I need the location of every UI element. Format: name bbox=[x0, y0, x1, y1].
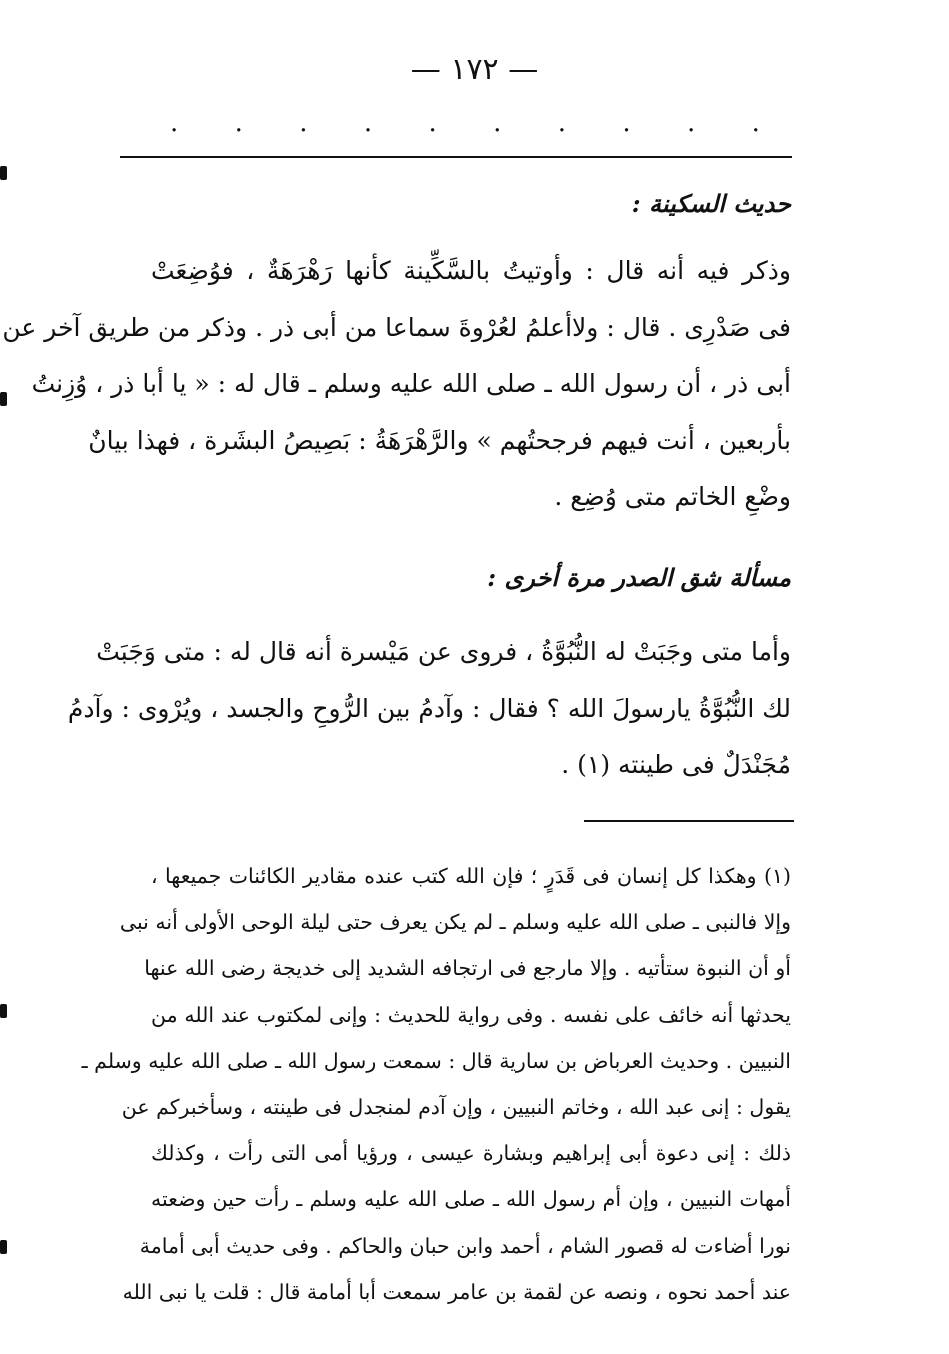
ornament-dot: . bbox=[234, 108, 243, 138]
page-number: — ١٧٢ — bbox=[410, 52, 539, 87]
paragraph-line: لك النُّبُوَّةُ يارسولَ الله ؟ فقال : وآدمُ بين الرُّوحِ والجسد ، ويُرْوى : وآدمُ bbox=[67, 693, 791, 723]
footnote-line: (١) وهكذا كل إنسان فى قَدَرٍ ؛ فإن الله كتب عنده مقادير الكائنات جميعها ، bbox=[151, 864, 791, 888]
ornament-dot: . bbox=[428, 108, 437, 138]
section-sakina bbox=[151, 186, 791, 222]
footnote-line: يحدثها أنه خائف على نفسه . وفى رواية للحديث : وإنى لمكتوب عند الله من bbox=[151, 1002, 791, 1027]
footnote-line: يقول : إنى عبد الله ، وخاتم النبيين ، وإن آدم لمنجدل فى طينته ، وسأخبركم عن bbox=[121, 1095, 791, 1120]
dot-ornament bbox=[170, 108, 760, 138]
paragraph-line: بأربعين ، أنت فيهم فرجحتُهم » والرَّهْرَهَةُ : بَصِيصُ البشَرة ، فهذا بيانٌ bbox=[88, 425, 791, 455]
scan-edge-mark bbox=[0, 166, 7, 180]
ornament-dot: . bbox=[751, 108, 760, 138]
ornament-dot: . bbox=[493, 108, 502, 138]
paragraph-line: أبى ذر ، أن رسول الله ـ صلى الله عليه وسلم ـ قال له : « يا أبا ذر ، وُزِنتُ bbox=[31, 369, 791, 398]
footnote-divider bbox=[584, 820, 794, 822]
paragraph-line: مُجَنْدَلٌ فى طينته (١) . bbox=[561, 750, 791, 779]
section-sakina-body bbox=[2, 243, 791, 526]
footnote-line: وإلا فالنبى ـ صلى الله عليه وسلم ـ لم يكن يعرف حتى ليلة الوحى الأولى أنه نبى bbox=[119, 910, 791, 935]
ornament-dot: . bbox=[363, 108, 373, 138]
paragraph-line: وأما متى وجَبَتْ له النُّبُوَّةُ ، فروى عن مَيْسرة أنه قال له : متى وَجَبَتْ bbox=[96, 637, 791, 666]
footnote-line: النبيين . وحديث العرباض بن سارية قال : سمعت رسول الله ـ صلى الله عليه وسلم ـ bbox=[81, 1048, 791, 1073]
footnote-line: أو أن النبوة ستأتيه . وإلا مارجع فى ارتجافه الشديد إلى خديجة رضى الله عنها bbox=[144, 956, 791, 981]
section-chest-opening-body bbox=[67, 624, 791, 794]
ornament-dot: . bbox=[622, 108, 631, 138]
ornament-dot: . bbox=[299, 108, 308, 138]
footnote bbox=[81, 853, 791, 1315]
section-heading: مسألة شق الصدر مرة أخرى : bbox=[487, 563, 791, 592]
ornament-dot: . bbox=[687, 108, 696, 138]
section-chest-opening bbox=[151, 560, 791, 596]
ornament-dot: . bbox=[557, 108, 567, 138]
footnote-line: ذلك : إنى دعوة أبى إبراهيم وبشارة عيسى ، ورؤيا أمى التى رأت ، وكذلك bbox=[151, 1141, 791, 1166]
header-divider bbox=[120, 156, 792, 158]
footnote-line: عند أحمد نحوه ، ونصه عن لقمة بن عامر سمعت أبا أمامة قال : قلت يا نبى الله bbox=[122, 1279, 791, 1304]
section-heading: حديث السكينة : bbox=[631, 189, 791, 218]
footnote-line: نورا أضاءت له قصور الشام ، أحمد وابن حبان والحاكم . وفى حديث أبى أمامة bbox=[139, 1233, 791, 1258]
paragraph-line: وذكر فيه أنه قال : وأوتيتُ بالسَّكِّينة كأنها رَهْرَهَةٌ ، فوُضِعَتْ bbox=[151, 256, 791, 285]
ornament-dot: . bbox=[170, 108, 179, 138]
footnote-line: أمهات النبيين ، وإن أم رسول الله ـ صلى الله عليه وسلم ـ رأت حين وضعته bbox=[151, 1187, 791, 1212]
scan-edge-mark bbox=[0, 1240, 7, 1254]
scan-edge-mark bbox=[0, 392, 7, 406]
scan-edge-mark bbox=[0, 1004, 7, 1018]
paragraph-line: فى صَدْرِى . قال : ولاأعلمُ لعُرْوةَ سماعا من أبى ذر . وذكر من طريق آخر عن bbox=[2, 312, 791, 342]
paragraph-line: وضْعِ الخاتم متى وُضِع . bbox=[554, 482, 791, 511]
